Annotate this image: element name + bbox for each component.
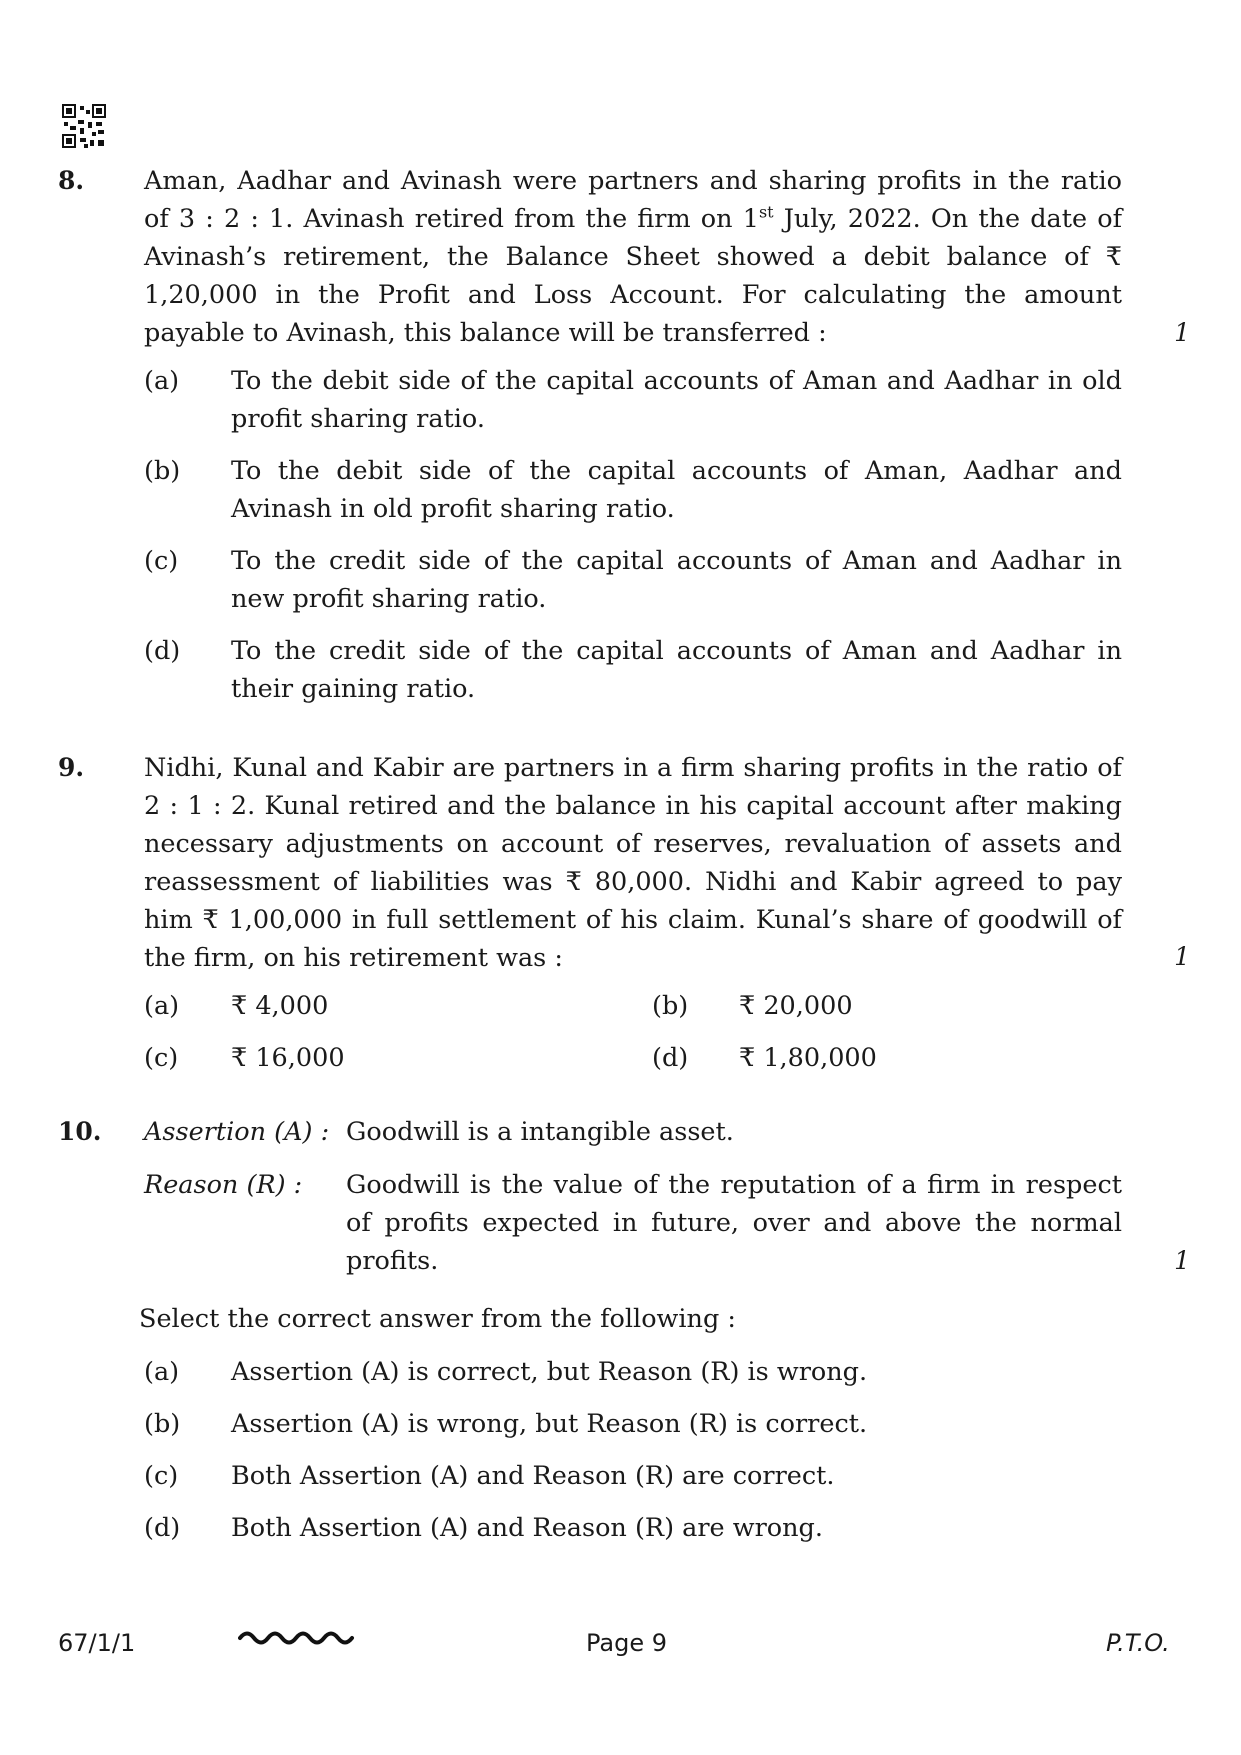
pto-label: P.T.O. xyxy=(1106,1629,1170,1657)
qr-code-icon xyxy=(62,104,106,148)
option-text: To the credit side of the capital accounts of Aman and Aadhar in new profit sharing ratio. xyxy=(231,546,1122,614)
question-marks: 1 xyxy=(1174,318,1190,347)
question-marks: 1 xyxy=(1174,942,1190,971)
reason-label: Reason (R) : xyxy=(144,1170,303,1200)
option-label: (d) xyxy=(652,1043,689,1073)
option-a xyxy=(144,1353,1122,1393)
question-number: 8. xyxy=(58,166,85,195)
option-d xyxy=(144,1509,1122,1549)
question-marks: 1 xyxy=(1174,1246,1190,1275)
option-text: To the debit side of the capital accounts of Aman, Aadhar and Avinash in old profit sharing ratio. xyxy=(231,456,1122,524)
question-text: Aman, Aadhar and Avinash were partners and sharing profits in the ratio of 3 : 2 : 1. Avinash retired from the firm on 1st July, 2022. On the date of Avinash’s retirement, the Balance Sheet showed a debit balance of ₹ 1,20,000 in the Profit and Loss Account. For calculating the amount payable to Avinash, this balance will be transferred : xyxy=(144,166,1123,348)
option-label: (d) xyxy=(144,636,181,666)
option-b xyxy=(144,1405,1122,1445)
option-a xyxy=(144,987,624,1027)
option-c xyxy=(144,542,1122,622)
assertion-label: Assertion (A) : xyxy=(144,1117,330,1147)
option-label: (a) xyxy=(144,366,180,396)
wave-ornament-icon xyxy=(238,1620,356,1650)
reason-text: Goodwill is the value of the reputation of a firm in respect of profits expected in future, over and above the normal profits. xyxy=(346,1170,1122,1276)
option-label: (b) xyxy=(652,991,689,1021)
option-text: ₹ 16,000 xyxy=(231,1043,345,1073)
paper-code: 67/1/1 xyxy=(58,1629,136,1657)
option-label: (c) xyxy=(144,1043,179,1073)
option-d xyxy=(652,1039,1132,1079)
assertion-text: Goodwill is a intangible asset. xyxy=(346,1117,734,1147)
question-text: Nidhi, Kunal and Kabir are partners in a firm sharing profits in the ratio of 2 : 1 : 2. Kunal retired and the balance in his capital account after making necessary adjustments on account of reserves, revaluation of assets and reassessment of liabilities was ₹ 80,000. Nidhi and Kabir agreed to pay him ₹ 1,00,000 in full settlement of his claim. Kunal’s share of goodwill of the firm, on his retirement was : xyxy=(144,753,1122,973)
option-label: (c) xyxy=(144,1461,179,1491)
option-a xyxy=(144,362,1122,442)
option-d xyxy=(144,632,1122,712)
option-text: ₹ 1,80,000 xyxy=(739,1043,877,1073)
option-text: Both Assertion (A) and Reason (R) are correct. xyxy=(231,1461,835,1491)
option-c xyxy=(144,1457,1122,1497)
option-text: Both Assertion (A) and Reason (R) are wrong. xyxy=(231,1513,823,1543)
option-label: (b) xyxy=(144,1409,181,1439)
option-label: (a) xyxy=(144,991,180,1021)
option-text: Assertion (A) is correct, but Reason (R) is wrong. xyxy=(231,1357,868,1387)
option-text: ₹ 4,000 xyxy=(231,991,329,1021)
option-text: Assertion (A) is wrong, but Reason (R) is correct. xyxy=(231,1409,868,1439)
question-number: 10. xyxy=(58,1117,102,1146)
option-text: To the debit side of the capital accounts of Aman and Aadhar in old profit sharing ratio. xyxy=(231,366,1122,434)
option-text: To the credit side of the capital accounts of Aman and Aadhar in their gaining ratio. xyxy=(231,636,1122,704)
option-c xyxy=(144,1039,624,1079)
option-label: (c) xyxy=(144,546,179,576)
instruction-text: Select the correct answer from the following : xyxy=(139,1304,736,1334)
option-text: ₹ 20,000 xyxy=(739,991,853,1021)
option-b xyxy=(652,987,1132,1027)
option-label: (a) xyxy=(144,1357,180,1387)
page-number: Page 9 xyxy=(586,1629,667,1657)
option-label: (b) xyxy=(144,456,181,486)
question-number: 9. xyxy=(58,753,85,782)
option-b xyxy=(144,452,1122,532)
option-label: (d) xyxy=(144,1513,181,1543)
